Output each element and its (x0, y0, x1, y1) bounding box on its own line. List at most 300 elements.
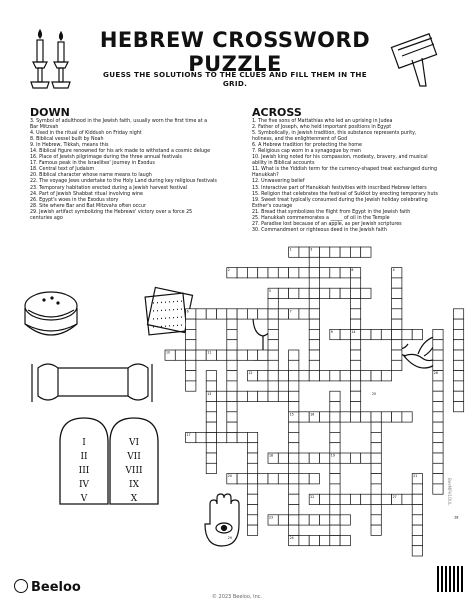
grid-cell[interactable] (453, 309, 463, 319)
grid-cell[interactable] (299, 535, 309, 545)
grid-cell[interactable] (217, 350, 227, 360)
clue-number: 29 (227, 536, 232, 540)
grid-cell[interactable] (433, 340, 443, 350)
grid-cell[interactable] (453, 329, 463, 339)
grid-cell[interactable] (247, 515, 257, 525)
grid-cell[interactable] (247, 505, 257, 515)
down-clue: 18. Central text of Judaism (30, 167, 95, 173)
page-id: BeeMPH1DUL (447, 478, 452, 506)
grid-cell[interactable] (361, 247, 371, 257)
grid-cell[interactable] (412, 505, 422, 515)
across-clue: 10. Jewish king noted for his compassion, modesty, bravery, and musical (252, 155, 428, 161)
grid-cell[interactable] (392, 350, 402, 360)
grid-cell[interactable] (330, 484, 340, 494)
grid-cell[interactable] (381, 494, 391, 504)
grid-cell[interactable] (350, 371, 360, 381)
grid-cell[interactable] (247, 350, 257, 360)
grid-cell[interactable] (392, 299, 402, 309)
grid-cell[interactable] (206, 402, 216, 412)
grid-cell[interactable] (309, 288, 319, 298)
grid-cell[interactable] (371, 525, 381, 535)
grid-cell[interactable] (340, 515, 350, 525)
grid-cell[interactable] (206, 371, 216, 381)
grid-cell[interactable] (433, 381, 443, 391)
brand-name: Beeloo (31, 580, 81, 595)
grid-cell[interactable] (299, 515, 309, 525)
grid-cell[interactable] (227, 350, 237, 360)
grid-cell[interactable] (289, 268, 299, 278)
qr-code (437, 566, 463, 592)
page-title: HEBREW CROSSWORD PUZZLE (99, 28, 371, 76)
clue-number: 19 (330, 453, 335, 458)
grid-cell[interactable] (453, 402, 463, 412)
grid-cell[interactable] (402, 329, 412, 339)
grid-cell[interactable] (268, 309, 278, 319)
down-clue: 24. Part of Jewish Shabbat ritual involving wine (30, 191, 143, 197)
grid-cell[interactable] (320, 535, 330, 545)
grid-cell[interactable] (392, 278, 402, 288)
grid-cell[interactable] (330, 443, 340, 453)
grid-cell[interactable] (289, 422, 299, 432)
grid-cell[interactable] (258, 268, 268, 278)
grid-cell[interactable] (433, 412, 443, 422)
grid-cell[interactable] (350, 391, 360, 401)
grid-cell[interactable] (289, 350, 299, 360)
grid-cell[interactable] (278, 453, 288, 463)
grid-cell[interactable] (289, 463, 299, 473)
grid-cell[interactable] (330, 432, 340, 442)
grid-cell[interactable] (412, 494, 422, 504)
grid-cell[interactable] (227, 360, 237, 370)
grid-cell[interactable] (258, 474, 268, 484)
grid-cell[interactable] (206, 453, 216, 463)
grid-cell[interactable] (361, 453, 371, 463)
grid-cell[interactable] (309, 535, 319, 545)
grid-cell[interactable] (278, 515, 288, 525)
grid-cell[interactable] (247, 525, 257, 535)
grid-cell[interactable] (330, 525, 340, 535)
grid-cell[interactable] (392, 319, 402, 329)
grid-cell[interactable] (299, 371, 309, 381)
page-subtitle: GUESS THE SOLUTIONS TO THE CLUES AND FILL THEM IN THE GRID. (103, 70, 367, 88)
grid-cell[interactable] (237, 474, 247, 484)
grid-cell[interactable] (433, 432, 443, 442)
grid-cell[interactable] (247, 484, 257, 494)
grid-cell[interactable] (350, 412, 360, 422)
grid-cell[interactable] (350, 453, 360, 463)
grid-cell[interactable] (186, 360, 196, 370)
grid-cell[interactable] (227, 319, 237, 329)
grid-cell[interactable] (320, 247, 330, 257)
grid-cell[interactable] (309, 350, 319, 360)
grid-cell[interactable] (278, 309, 288, 319)
grid-cell[interactable] (453, 381, 463, 391)
grid-cell[interactable] (206, 412, 216, 422)
tablet-numeral: IX (129, 480, 139, 490)
grid-cell[interactable] (268, 329, 278, 339)
grid-cell[interactable] (309, 319, 319, 329)
grid-cell[interactable] (361, 371, 371, 381)
grid-cell[interactable] (247, 443, 257, 453)
grid-cell[interactable] (289, 432, 299, 442)
grid-cell[interactable] (278, 391, 288, 401)
grid-cell[interactable] (340, 371, 350, 381)
grid-cell[interactable] (309, 268, 319, 278)
down-clue: 17. Famous peak in the Israelites' journey in Exodus (30, 161, 155, 167)
grid-cell[interactable] (186, 381, 196, 391)
grid-cell[interactable] (299, 247, 309, 257)
grid-cell[interactable] (309, 453, 319, 463)
grid-cell[interactable] (186, 371, 196, 381)
grid-cell[interactable] (309, 474, 319, 484)
grid-cell[interactable] (289, 505, 299, 515)
grid-cell[interactable] (247, 494, 257, 504)
grid-cell[interactable] (350, 319, 360, 329)
clue-number: 14 (351, 330, 356, 334)
grid-cell[interactable] (350, 299, 360, 309)
grid-cell[interactable] (433, 329, 443, 339)
grid-cell[interactable] (278, 474, 288, 484)
grid-cell[interactable] (330, 474, 340, 484)
grid-cell[interactable] (299, 288, 309, 298)
grid-cell[interactable] (433, 474, 443, 484)
grid-cell[interactable] (206, 381, 216, 391)
grid-cell[interactable] (289, 474, 299, 484)
across-clue: 30. Commandment or righteous deed in the Jewish faith (252, 227, 387, 233)
grid-cell[interactable] (361, 412, 371, 422)
down-heading: DOWN (30, 106, 70, 119)
grid-cell[interactable] (402, 494, 412, 504)
grid-cell[interactable] (412, 535, 422, 545)
clue-number: 5 (269, 288, 272, 293)
grid-cell[interactable] (330, 515, 340, 525)
grid-cell[interactable] (320, 288, 330, 298)
grid-cell[interactable] (278, 371, 288, 381)
grid-cell[interactable] (371, 463, 381, 473)
grid-cell[interactable] (268, 319, 278, 329)
grid-cell[interactable] (258, 371, 268, 381)
grid-cell[interactable] (309, 360, 319, 370)
grid-cell[interactable] (258, 391, 268, 401)
grid-cell[interactable] (453, 371, 463, 381)
clue-number: 27 (392, 494, 397, 499)
grid-cell[interactable] (217, 391, 227, 401)
grid-cell[interactable] (237, 350, 247, 360)
grid-cell[interactable] (453, 319, 463, 329)
grid-cell[interactable] (237, 432, 247, 442)
grid-cell[interactable] (350, 278, 360, 288)
grid-cell[interactable] (350, 350, 360, 360)
grid-cell[interactable] (371, 432, 381, 442)
grid-cell[interactable] (350, 360, 360, 370)
grid-cell[interactable] (330, 422, 340, 432)
grid-cell[interactable] (227, 422, 237, 432)
grid-cell[interactable] (330, 391, 340, 401)
grid-cell[interactable] (247, 453, 257, 463)
grid-cell[interactable] (299, 474, 309, 484)
grid-cell[interactable] (350, 288, 360, 298)
grid-cell[interactable] (247, 432, 257, 442)
grid-cell[interactable] (340, 268, 350, 278)
grid-cell[interactable] (433, 453, 443, 463)
grid-cell[interactable] (289, 453, 299, 463)
clue-number: 22 (310, 494, 315, 499)
grid-cell[interactable] (227, 371, 237, 381)
grid-cell[interactable] (237, 391, 247, 401)
grid-cell[interactable] (392, 329, 402, 339)
across-clue: 19. Sweet treat typically consumed during the Jewish holiday celebrating (252, 197, 428, 203)
grid-cell[interactable] (433, 360, 443, 370)
clue-number: 8 (351, 268, 354, 273)
grid-cell[interactable] (330, 247, 340, 257)
grid-cell[interactable] (433, 463, 443, 473)
grid-cell[interactable] (371, 412, 381, 422)
grid-cell[interactable] (268, 391, 278, 401)
grid-cell[interactable] (350, 340, 360, 350)
grid-cell[interactable] (196, 309, 206, 319)
down-clue: Bar Mitzvah (30, 125, 59, 131)
clue-number: 11 (207, 350, 212, 355)
grid-cell[interactable] (433, 443, 443, 453)
grid-cell[interactable] (309, 340, 319, 350)
across-clue: 2. Father of Joseph, who held important positions in Egypt (252, 125, 392, 131)
grid-cell[interactable] (227, 309, 237, 319)
grid-cell[interactable] (227, 432, 237, 442)
grid-cell[interactable] (371, 505, 381, 515)
grid-cell[interactable] (381, 329, 391, 339)
grid-cell[interactable] (340, 329, 350, 339)
across-clue: 1. The five sons of Mattathias who led an uprising in Judea (252, 119, 393, 124)
grid-cell[interactable] (412, 329, 422, 339)
grid-cell[interactable] (433, 350, 443, 360)
grid-cell[interactable] (412, 484, 422, 494)
grid-cell[interactable] (289, 381, 299, 391)
grid-cell[interactable] (227, 340, 237, 350)
grid-cell[interactable] (196, 350, 206, 360)
grid-cell[interactable] (289, 484, 299, 494)
grid-cell[interactable] (371, 474, 381, 484)
grid-cell[interactable] (258, 350, 268, 360)
grid-cell[interactable] (258, 309, 268, 319)
clue-number: 13 (207, 391, 212, 396)
grid-cell[interactable] (268, 360, 278, 370)
bee-icon (14, 579, 28, 593)
grid-cell[interactable] (299, 309, 309, 319)
grid-cell[interactable] (247, 268, 257, 278)
grid-cell[interactable] (330, 288, 340, 298)
grid-cell[interactable] (309, 371, 319, 381)
grid-cell[interactable] (350, 247, 360, 257)
grid-cell[interactable] (330, 463, 340, 473)
grid-cell[interactable] (268, 340, 278, 350)
grid-cell[interactable] (371, 371, 381, 381)
across-clue: ability in Biblical accounts (252, 161, 315, 167)
grid-cell[interactable] (371, 515, 381, 525)
grid-cell[interactable] (330, 402, 340, 412)
grid-cell[interactable] (330, 494, 340, 504)
grid-cell[interactable] (320, 412, 330, 422)
grid-cell[interactable] (217, 309, 227, 319)
grid-cell[interactable] (227, 391, 237, 401)
grid-cell[interactable] (289, 391, 299, 401)
tablet-numeral: III (78, 466, 90, 476)
grid-cell[interactable] (196, 432, 206, 442)
grid-cell[interactable] (330, 268, 340, 278)
grid-cell[interactable] (433, 422, 443, 432)
grid-cell[interactable] (237, 268, 247, 278)
grid-cell[interactable] (309, 309, 319, 319)
grid-cell[interactable] (227, 402, 237, 412)
grid-cell[interactable] (402, 412, 412, 422)
grid-cell[interactable] (340, 453, 350, 463)
grid-cell[interactable] (268, 371, 278, 381)
grid-cell[interactable] (206, 463, 216, 473)
grid-cell[interactable] (320, 515, 330, 525)
grid-cell[interactable] (412, 525, 422, 535)
grid-cell[interactable] (227, 412, 237, 422)
clue-number: 7 (289, 309, 292, 314)
grid-cell[interactable] (412, 546, 422, 556)
grid-cell[interactable] (268, 474, 278, 484)
grid-cell[interactable] (320, 453, 330, 463)
grid-cell[interactable] (381, 371, 391, 381)
grid-cell[interactable] (371, 453, 381, 463)
grid-cell[interactable] (330, 535, 340, 545)
grid-cell[interactable] (247, 391, 257, 401)
grid-cell[interactable] (268, 268, 278, 278)
down-clue: 14. Biblical figure renowned for his ark made to withstand a cosmic deluge (30, 149, 211, 155)
grid-cell[interactable] (186, 350, 196, 360)
grid-cell[interactable] (433, 402, 443, 412)
grid-cell[interactable] (289, 288, 299, 298)
down-clue: 4. Used in the ritual of Kiddush on Friday night (30, 131, 142, 137)
grid-cell[interactable] (320, 494, 330, 504)
grid-cell[interactable] (299, 453, 309, 463)
grid-cell[interactable] (350, 494, 360, 504)
grid-cell[interactable] (453, 360, 463, 370)
grid-cell[interactable] (453, 391, 463, 401)
grid-cell[interactable] (330, 505, 340, 515)
clue-number: 23 (269, 515, 274, 520)
grid-cell[interactable] (340, 247, 350, 257)
grid-cell[interactable] (299, 268, 309, 278)
grid-cell[interactable] (330, 412, 340, 422)
grid-cell[interactable] (350, 402, 360, 412)
clue-number: 26 (433, 371, 438, 376)
copyright-text: © 2023 Beeloo, Inc. (211, 594, 263, 600)
grid-cell[interactable] (361, 288, 371, 298)
grid-cell[interactable] (309, 329, 319, 339)
grid-cell[interactable] (247, 463, 257, 473)
grid-cell[interactable] (371, 422, 381, 432)
grid-cell[interactable] (186, 340, 196, 350)
grid-cell[interactable] (289, 402, 299, 412)
grid-cell[interactable] (278, 288, 288, 298)
grid-cell[interactable] (433, 484, 443, 494)
grid-cell[interactable] (268, 381, 278, 391)
down-clue: 3. Symbol of adulthood in the Jewish faith, usually worn the first time at a (30, 119, 208, 124)
grid-cell[interactable] (299, 412, 309, 422)
grid-cell[interactable] (309, 515, 319, 525)
down-clue: 22. The voyage Jews undertake to the Holy Land during key religious festivals (30, 179, 217, 185)
across-clue: 21. Bread that symbolizes the flight from Egypt in the Jewish faith (252, 209, 411, 215)
grid-cell[interactable] (320, 371, 330, 381)
grid-cell[interactable] (309, 257, 319, 267)
grid-cell[interactable] (433, 391, 443, 401)
grid-cell[interactable] (268, 299, 278, 309)
grid-cell[interactable] (361, 494, 371, 504)
grid-cell[interactable] (371, 484, 381, 494)
grid-cell[interactable] (392, 360, 402, 370)
grid-cell[interactable] (247, 309, 257, 319)
grid-cell[interactable] (320, 268, 330, 278)
grid-cell[interactable] (371, 494, 381, 504)
grid-cell[interactable] (371, 329, 381, 339)
grid-cell[interactable] (309, 299, 319, 309)
across-clue: 27. Paradise lost because of an apple, as per Jewish scriptures (252, 221, 402, 227)
grid-cell[interactable] (268, 350, 278, 360)
grid-cell[interactable] (371, 443, 381, 453)
grid-cell[interactable] (289, 525, 299, 535)
grid-cell[interactable] (227, 329, 237, 339)
grid-cell[interactable] (217, 432, 227, 442)
grid-cell[interactable] (330, 371, 340, 381)
grid-cell[interactable] (340, 494, 350, 504)
grid-cell[interactable] (289, 494, 299, 504)
grid-cell[interactable] (392, 288, 402, 298)
grid-cell[interactable] (350, 381, 360, 391)
down-clue: 28. Site where Bar and Bat Mitzvahs often occur (30, 203, 146, 209)
across-clue: 6. A Hebrew tradition for protecting the home (252, 143, 362, 149)
grid-cell[interactable] (247, 474, 257, 484)
grid-cell[interactable] (175, 350, 185, 360)
grid-cell[interactable] (381, 412, 391, 422)
grid-cell[interactable] (186, 329, 196, 339)
down-clue: 29. Jewish artifact symbolizing the Hebrews' victory over a force 25 (30, 209, 193, 215)
grid-cell[interactable] (309, 278, 319, 288)
grid-cell[interactable] (412, 515, 422, 525)
grid-cell[interactable] (227, 381, 237, 391)
grid-cell[interactable] (340, 412, 350, 422)
clue-number: 20 (227, 474, 232, 479)
clue-number: 9 (330, 330, 333, 334)
grid-cell[interactable] (206, 432, 216, 442)
grid-cell[interactable] (289, 515, 299, 525)
across-clue: 25. Hanukkah commemorates a _____ of oil in the Temple (252, 215, 390, 221)
grid-cell[interactable] (340, 288, 350, 298)
grid-cell[interactable] (340, 535, 350, 545)
grid-cell[interactable] (453, 340, 463, 350)
grid-cell[interactable] (206, 309, 216, 319)
grid-cell[interactable] (361, 329, 371, 339)
grid-cell[interactable] (206, 443, 216, 453)
grid-cell[interactable] (237, 309, 247, 319)
grid-cell[interactable] (278, 268, 288, 278)
grid-cell[interactable] (453, 350, 463, 360)
clue-number: 28 (454, 515, 459, 520)
grid-cell[interactable] (289, 371, 299, 381)
grid-cell[interactable] (289, 360, 299, 370)
down-clue: 16. Place of Jewish pilgrimage during the three annual festivals (30, 155, 182, 161)
grid-cell[interactable] (392, 412, 402, 422)
grid-cell[interactable] (350, 309, 360, 319)
grid-cell[interactable] (289, 443, 299, 453)
grid-cell[interactable] (392, 309, 402, 319)
grid-cell[interactable] (392, 340, 402, 350)
grid-cell[interactable] (206, 422, 216, 432)
across-clue: 12. Unwavering belief (252, 179, 305, 185)
grid-cell[interactable] (186, 319, 196, 329)
